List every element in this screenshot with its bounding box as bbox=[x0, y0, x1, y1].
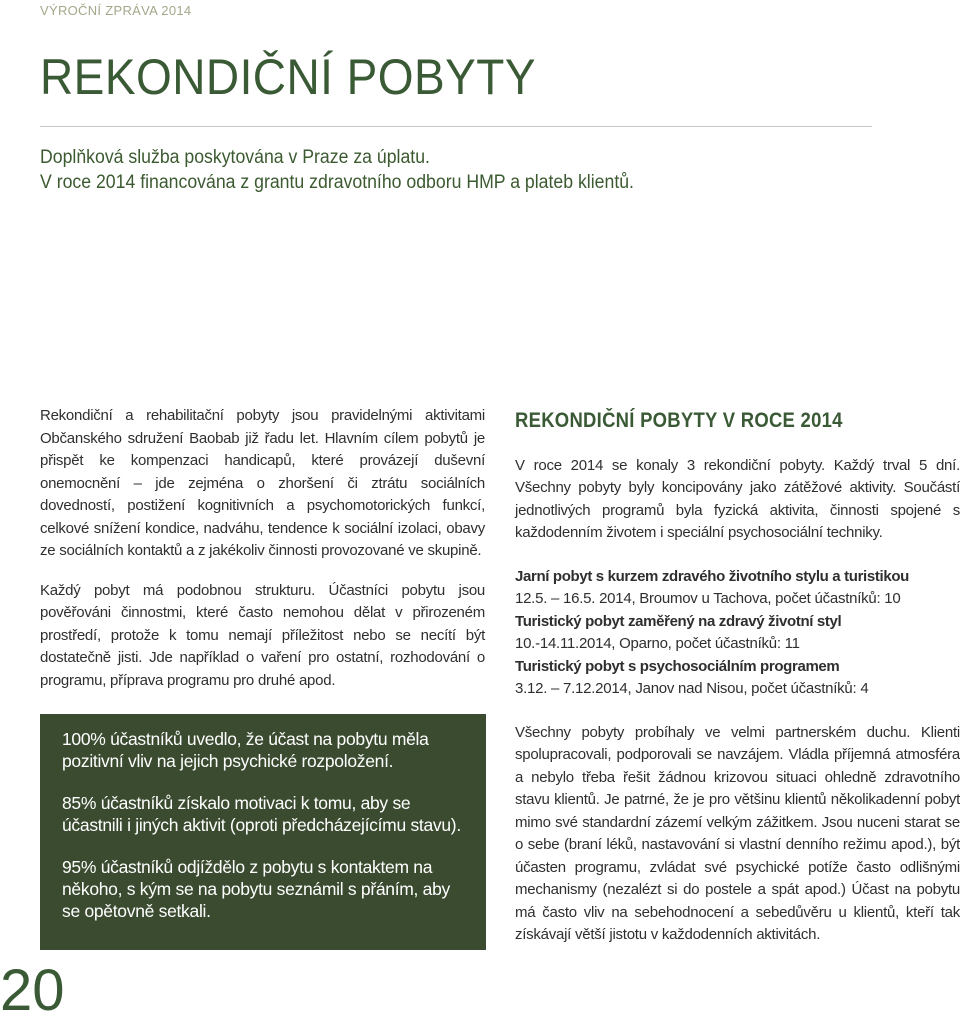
intro-line-1: Doplňková služba poskytována v Praze za úplatu. bbox=[40, 147, 430, 168]
event-name: Jarní pobyt s kurzem zdravého životního stylu a turistikou bbox=[515, 567, 909, 585]
page-number: 20 bbox=[0, 958, 65, 1023]
running-head: VÝROČNÍ ZPRÁVA 2014 bbox=[40, 3, 192, 18]
left-paragraph-2: Každý pobyt má podobnou strukturu. Účastníci pobytu jsou pověřováni činnostmi, které často nemohou dělat v přirozeném prostředí, protože k tomu nemají příležitost nebo se necítí být dostatečně jisti. Jde například o vaření pro ostatní, rozhodování o programu, příprava programu pro druhé apod. bbox=[40, 581, 485, 689]
left-column bbox=[40, 405, 485, 709]
right-paragraph-2: Všechny pobyty probíhaly ve velmi partnerském duchu. Klienti spolupracovali, podporovali se navzájem. Vládla příjemná atmosféra a nebylo třeba řešit žádnou krizovou situaci ohledně zdravotního stavu klientů. Je patrné, že je pro většinu klientů několikadenní pobyt mimo své standardní zázemí velkým zážitkem. Jsou nuceni starat se o sebe (braní léků, nastavování si vlastní denního režimu apod.), být účasten programu, zvládat své psychické potíže často odlišnými mechanismy (nezalézt si do postele a spát apod.) Účast na pobytu má často vliv na sebehodnocení a sebedůvěru u klientů, kteří tak získávají větší jistotu v každodenních aktivitách. bbox=[515, 723, 960, 943]
intro-block bbox=[40, 145, 784, 195]
event-name: Turistický pobyt zaměřený na zdravý životní styl bbox=[515, 612, 842, 630]
event-name: Turistický pobyt s psychosociálním programem bbox=[515, 657, 840, 675]
title-divider bbox=[40, 126, 872, 127]
event-details: 10.-14.11.2014, Oparno, počet účastníků: 11 bbox=[515, 635, 800, 652]
right-column bbox=[515, 405, 960, 947]
page-title: REKONDIČNÍ POBYTY bbox=[40, 49, 537, 105]
left-paragraph-1: Rekondiční a rehabilitační pobyty jsou pravidelnými aktivitami Občanského sdružení Baobab již řadu let. Hlavním cílem pobytů je přispět ke kompenzaci handicapů, které provázejí duševní onemocnění – jde zejména o zhoršení či ztrátu sociálních dovedností, postižení kognitivních a psychomotorických funkcí, celkové snížení kondice, nadváhu, tendence k sociální izolaci, obavy ze sociálních kontaktů a z jakékoliv činnosti provozované ve skupině. bbox=[40, 407, 485, 559]
intro-line-2: V roce 2014 financována z grantu zdravotního odboru HMP a plateb klientů. bbox=[40, 172, 634, 193]
stat-item: 100% účastníků uvedlo, že účast na pobytu měla pozitivní vliv na jejich psychické rozpoložení. bbox=[62, 729, 429, 771]
event-details: 12.5. – 16.5. 2014, Broumov u Tachova, počet účastníků: 10 bbox=[515, 590, 901, 607]
stats-box bbox=[40, 714, 486, 950]
stat-item: 85% účastníků získalo motivaci k tomu, aby se účastnili i jiných aktivit (oproti předcházejícímu stavu). bbox=[62, 793, 461, 835]
right-paragraph-1: V roce 2014 se konaly 3 rekondiční pobyty. Každý trval 5 dní. Všechny pobyty byly koncipovány jako zátěžové aktivity. Součástí jednotlivých programů byla fyzická aktivita, činnosti spojené s každodenním životem i speciální psychosociální techniky. bbox=[515, 456, 960, 541]
event-list bbox=[515, 566, 960, 701]
section-heading: REKONDIČNÍ POBYTY V ROCE 2014 bbox=[515, 409, 843, 432]
stat-item: 95% účastníků odjíždělo z pobytu s kontaktem na někoho, s kým se na pobytu seznámil s přáním, aby se opětovně setkali. bbox=[62, 857, 450, 921]
event-details: 3.12. – 7.12.2014, Janov nad Nisou, počet účastníků: 4 bbox=[515, 680, 869, 697]
